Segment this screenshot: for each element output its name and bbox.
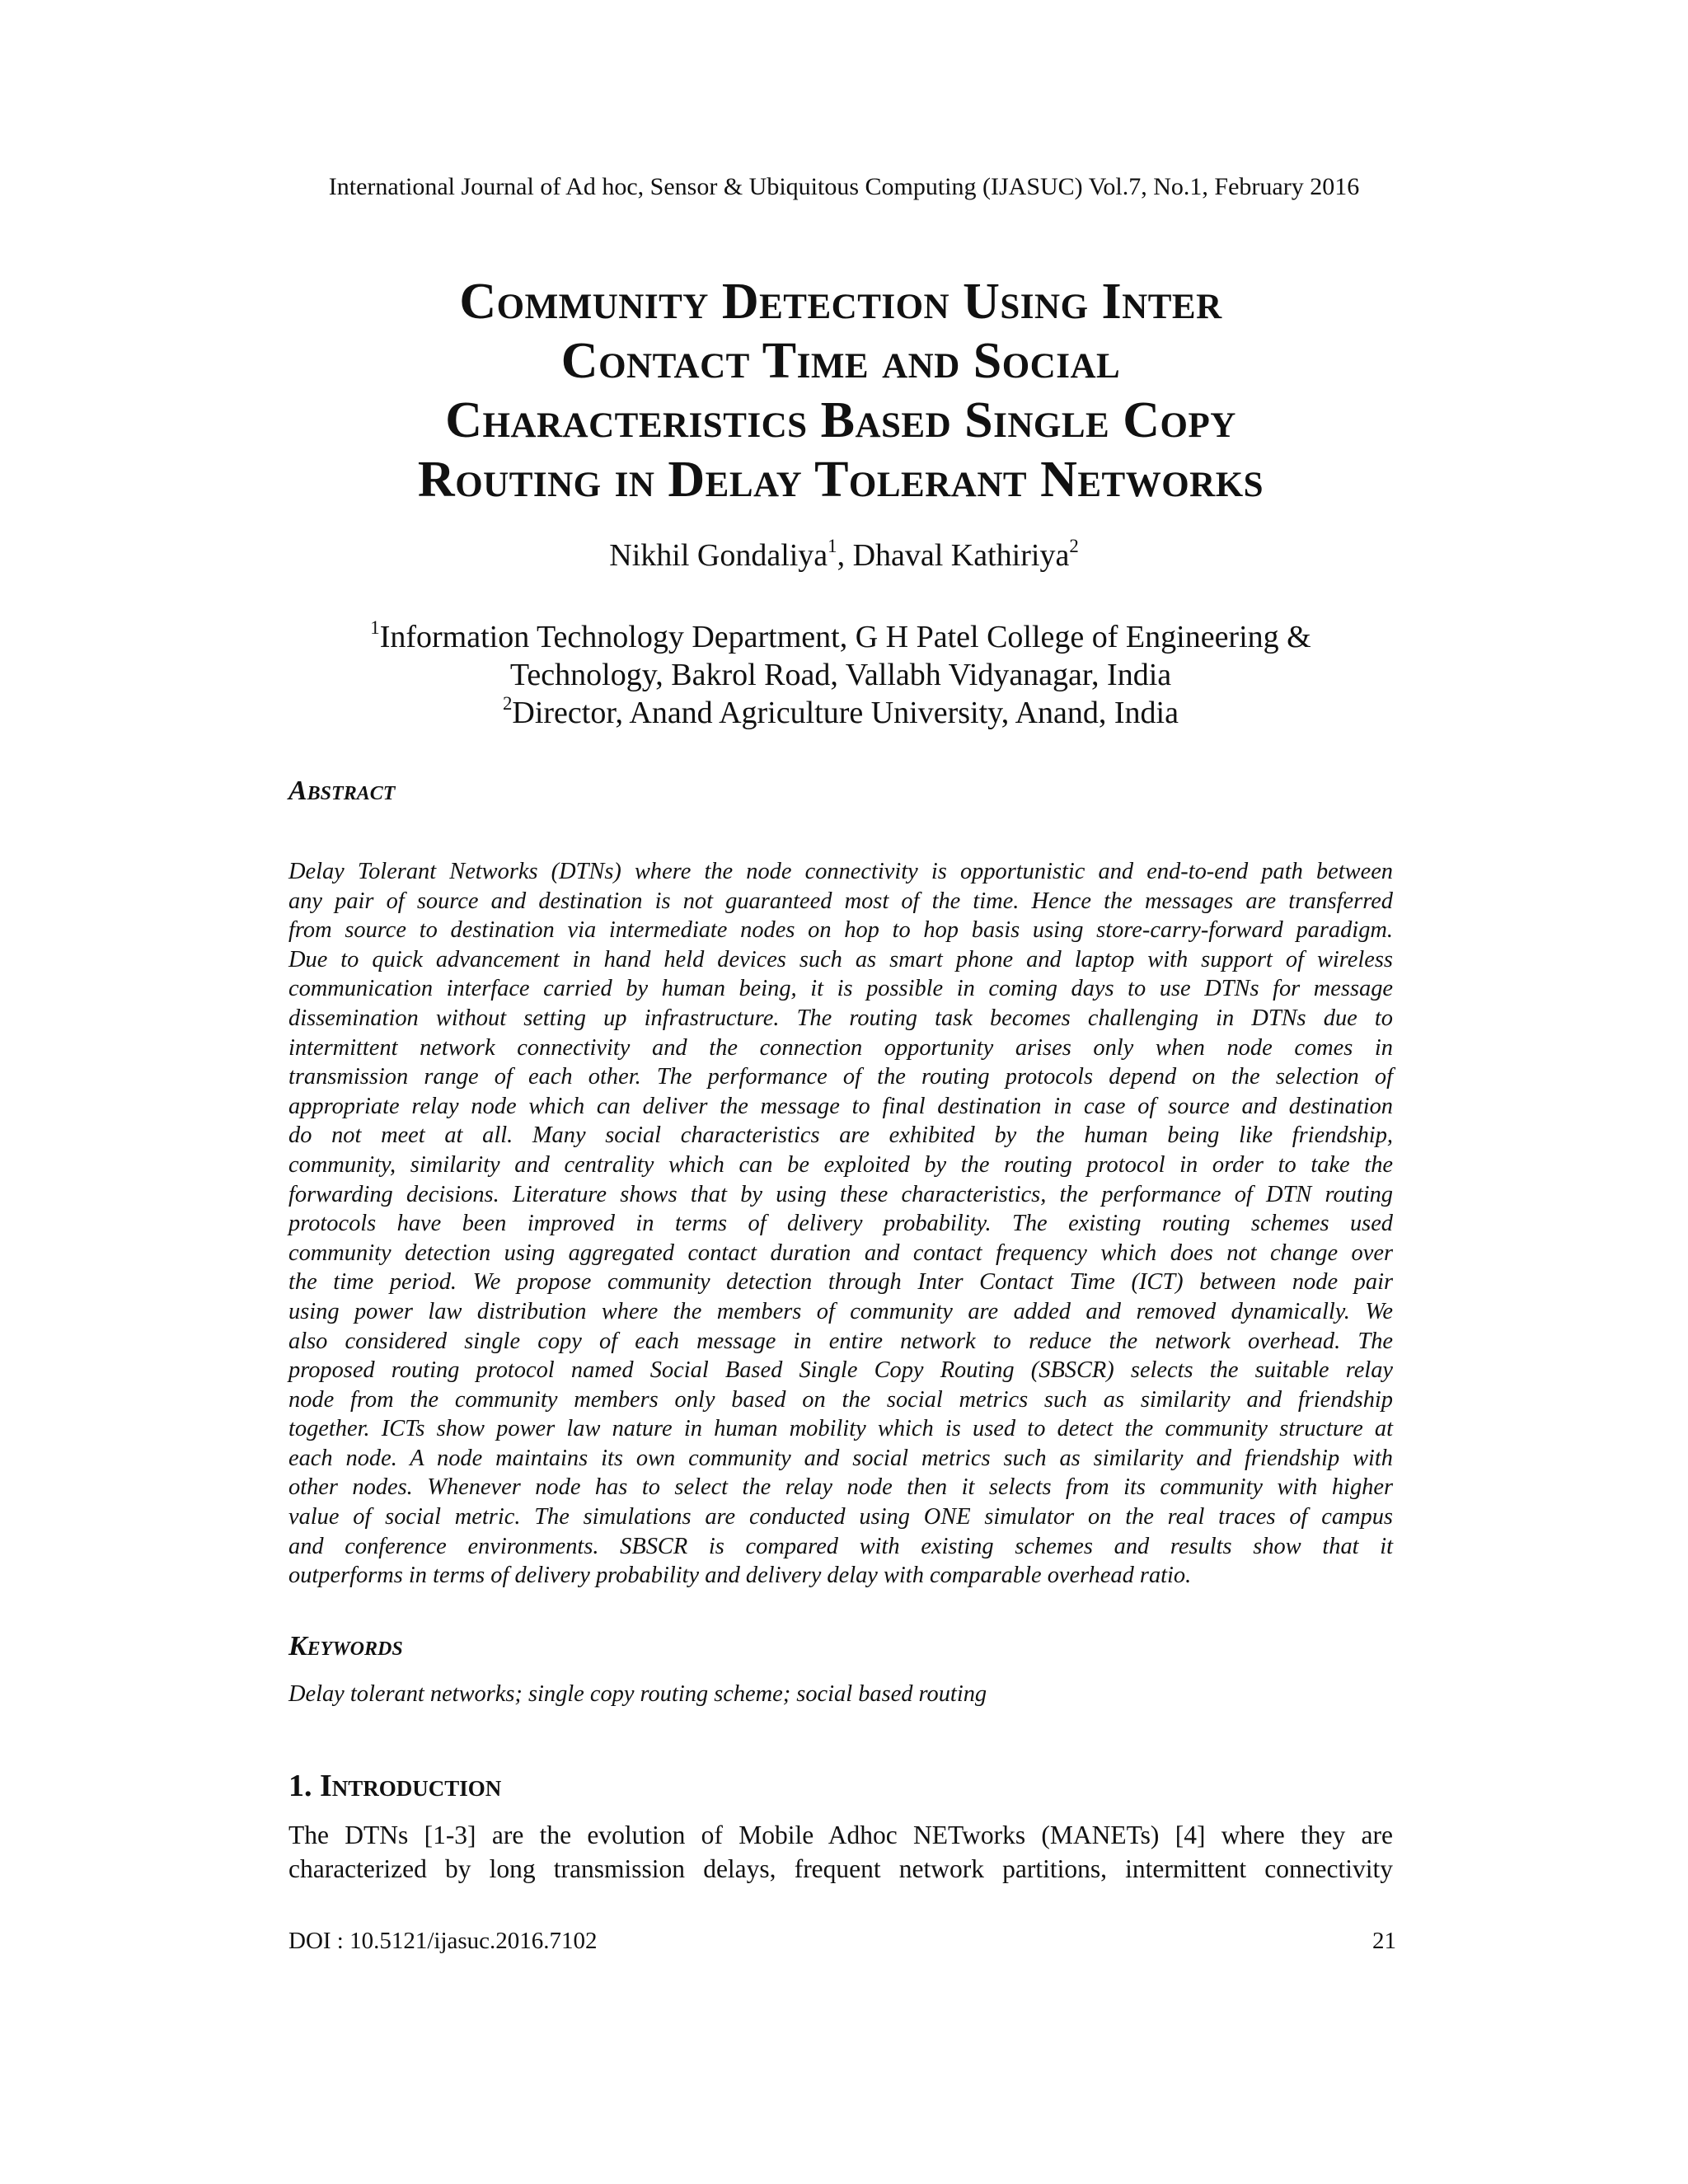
text-line: the time period. We propose community detection through Inter Contact Time (ICT) between node pair — [288, 1269, 1393, 1296]
text-line: together. ICTs show power law nature in human mobility which is used to detect the community structure at — [288, 1416, 1393, 1442]
author-name: Dhaval Kathiriya — [852, 538, 1070, 573]
affiliation-text: Director, Anand Agriculture University, Anand, India — [512, 696, 1179, 730]
text-line: transmission range of each other. The performance of the routing protocols depend on the selection of — [288, 1064, 1393, 1090]
text-line: node from the community members only based on the social metrics such as similarity and friendship — [288, 1386, 1393, 1413]
affiliations — [214, 618, 1467, 732]
title-line: Contact Time and Social — [560, 333, 1121, 389]
footer-doi: DOI : 10.5121/ijasuc.2016.7102 — [288, 1928, 598, 1954]
abstract-body — [288, 857, 1393, 1591]
affiliation-mark: 1 — [370, 617, 380, 639]
title-line: Community Detection Using Inter — [459, 274, 1222, 330]
text-line: from source to destination via intermediate nodes on hop to hop basis using store-carry-forward paradigm. — [288, 917, 1393, 944]
text-line: value of social metric. The simulations are conducted using ONE simulator on the real traces of campus — [288, 1504, 1393, 1530]
text-line: intermittent network connectivity and the connection opportunity arises only when node comes in — [288, 1034, 1393, 1061]
text-line: each node. A node maintains its own community and social metrics such as similarity and friendship with — [288, 1445, 1393, 1471]
text-line: community, similarity and centrality which can be exploited by the routing protocol in order to take the — [288, 1151, 1393, 1178]
text-line: community detection using aggregated contact duration and contact frequency which does not change over — [288, 1240, 1393, 1266]
text-line: using power law distribution where the members of community are added and removed dynamically. We — [288, 1298, 1393, 1324]
text-line: dissemination without setting up infrastructure. The routing task becomes challenging in DTNs due to — [288, 1005, 1393, 1031]
running-header: International Journal of Ad hoc, Sensor & Ubiquitous Computing (IJASUC) Vol.7, No.1, February 2016 — [328, 173, 1360, 200]
text-line: appropriate relay node which can deliver the message to final destination in case of source and destination — [288, 1093, 1393, 1119]
keywords-text: Delay tolerant networks; single copy routing scheme; social based routing — [288, 1681, 987, 1707]
author-affiliation-mark: 2 — [1069, 536, 1079, 557]
text-line: Due to quick advancement in hand held devices such as smart phone and laptop with support of wireless — [288, 946, 1393, 972]
page-number: 21 — [1372, 1928, 1396, 1954]
affiliation-2 — [214, 694, 1467, 732]
author-separator: , — [837, 538, 853, 573]
introduction-body — [288, 1818, 1393, 1886]
author-affiliation-mark: 1 — [828, 536, 837, 557]
text-line: The DTNs [1-3] are the evolution of Mobile Adhoc NETworks (MANETs) [4] where they are — [288, 1821, 1393, 1849]
text-line: also considered single copy of each message in entire network to reduce the network overhead. The — [288, 1328, 1393, 1354]
text-line: forwarding decisions. Literature shows that by using these characteristics, the performance of DTN routing — [288, 1181, 1393, 1207]
affiliation-1 — [214, 618, 1467, 656]
text-line: communication interface carried by human being, it is possible in coming days to use DTNs for message — [288, 976, 1393, 1002]
text-line: other nodes. Whenever node has to select the relay node then it selects from its community with higher — [288, 1474, 1393, 1501]
affiliation-1-continued: Technology, Bakrol Road, Vallabh Vidyanagar, India — [509, 658, 1172, 692]
text-line: do not meet at all. Many social characteristics are exhibited by the human being like friendship, — [288, 1122, 1393, 1149]
text-line: characterized by long transmission delays, frequent network partitions, intermittent connectivity — [288, 1854, 1393, 1883]
text-line: proposed routing protocol named Social Based Single Copy Routing (SBSCR) selects the suitable relay — [288, 1357, 1393, 1384]
author-list — [0, 536, 1688, 575]
title-line: Characteristics Based Single Copy — [445, 392, 1236, 448]
author-name: Nikhil Gondaliya — [609, 538, 828, 573]
introduction-heading: 1. Introduction — [288, 1769, 502, 1803]
affiliation-mark: 2 — [502, 693, 513, 715]
text-line: and conference environments. SBSCR is compared with existing schemes and results show that it — [288, 1533, 1393, 1559]
text-line: Delay Tolerant Networks (DTNs) where the node connectivity is opportunistic and end-to-end path between — [288, 859, 1393, 884]
paper-title — [214, 272, 1467, 509]
text-line: any pair of source and destination is not guaranteed most of the time. Hence the messages are transferred — [288, 888, 1393, 914]
keywords-heading: Keywords — [288, 1631, 403, 1661]
text-line: outperforms in terms of delivery probability and delivery delay with comparable overhead ratio. — [288, 1563, 1192, 1589]
title-line: Routing in Delay Tolerant Networks — [417, 452, 1264, 508]
text-line: protocols have been improved in terms of delivery probability. The existing routing schemes used — [288, 1211, 1393, 1237]
affiliation-text: Information Technology Department, G H Patel College of Engineering & — [379, 620, 1311, 654]
abstract-heading: Abstract — [288, 776, 396, 806]
